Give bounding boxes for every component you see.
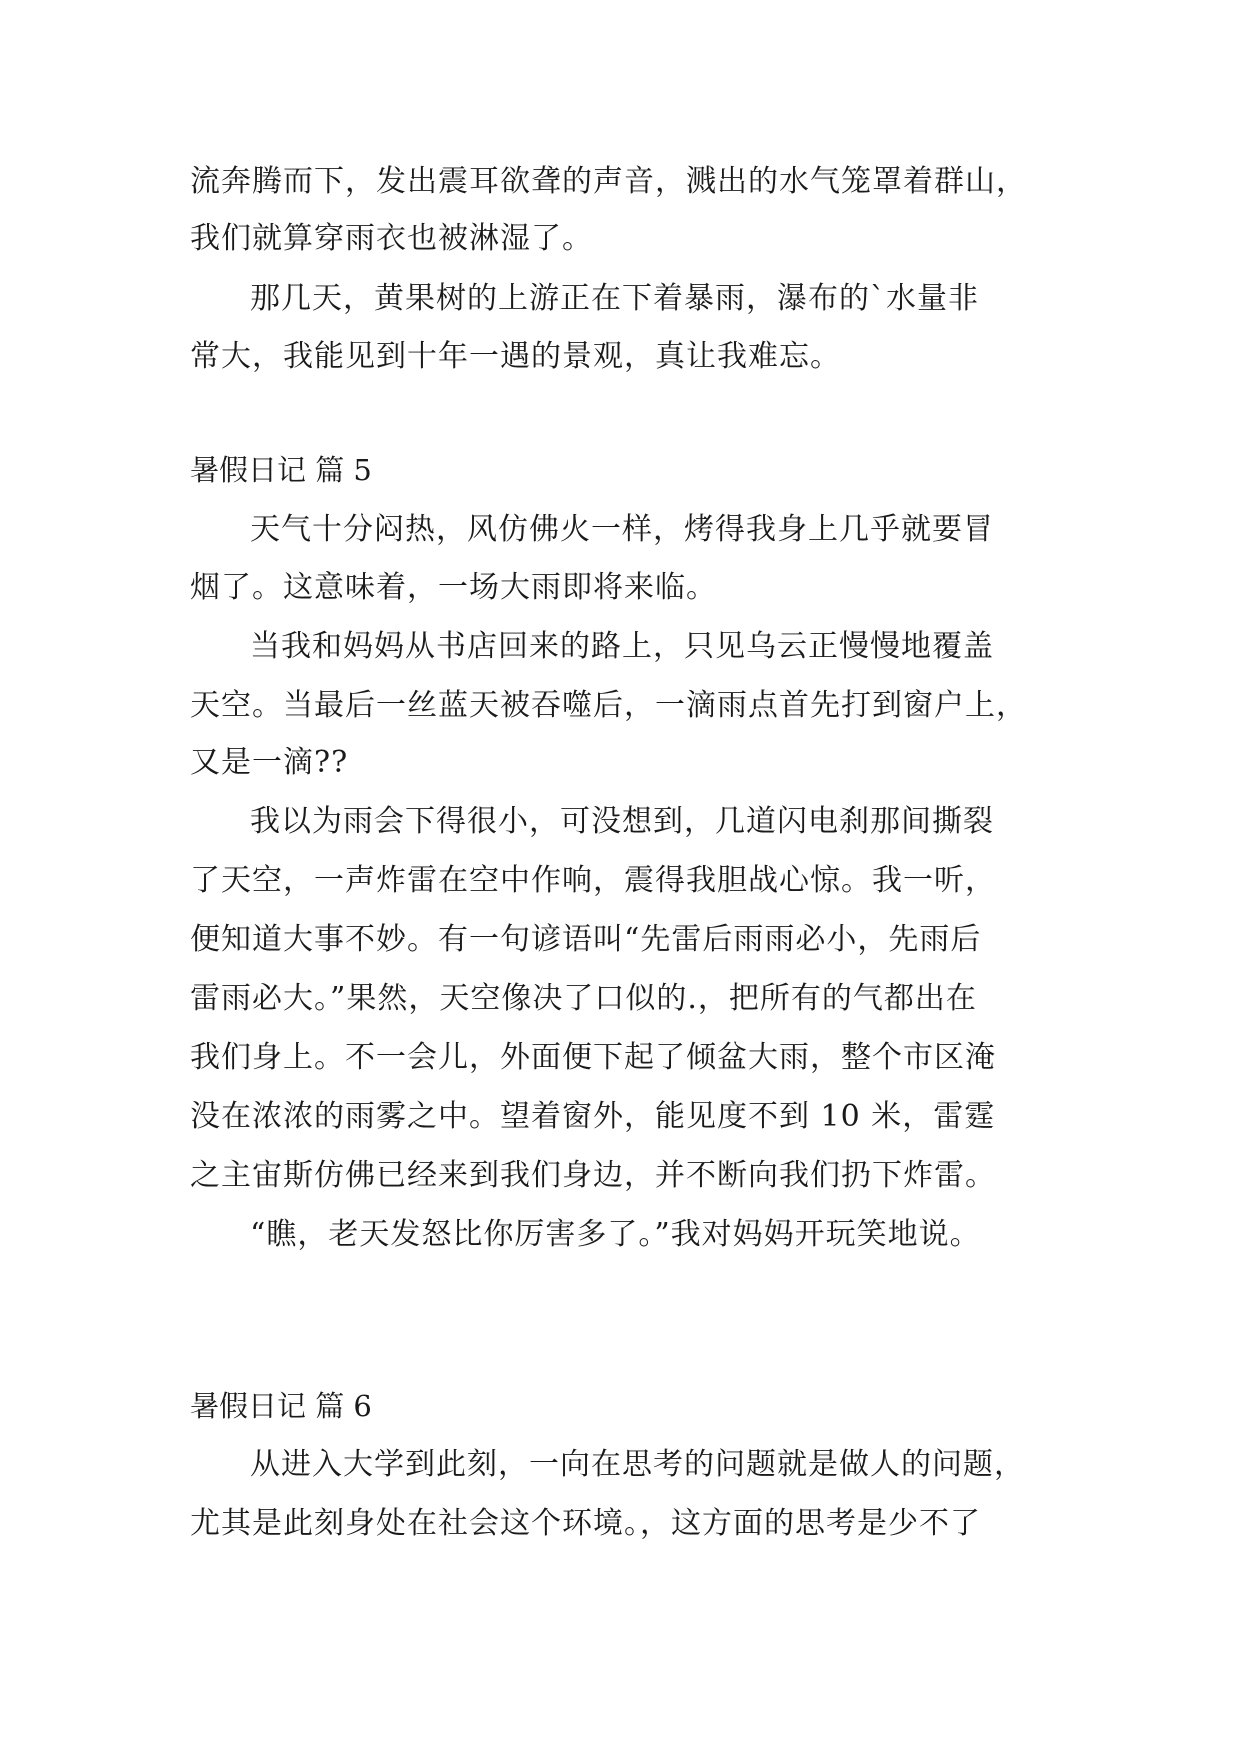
text-line: 流奔腾而下，发出震耳欲聋的声音，溅出的水气笼罩着群山， [190, 164, 1027, 199]
text-line: 雷雨必大。”果然，天空像决了口似的.，把所有的气都出在 [190, 981, 977, 1016]
text-line: 了天空，一声炸雷在空中作响，震得我胆战心惊。我一听， [190, 863, 996, 898]
text-line: 又是一滴?? [190, 745, 349, 780]
text-line: 我们身上。不一会儿，外面便下起了倾盆大雨，整个市区淹 [190, 1040, 996, 1075]
text-line: 我以为雨会下得很小，可没想到，几道闪电刹那间撕裂 [250, 804, 994, 839]
text-line: 之主宙斯仿佛已经来到我们身边，并不断向我们扔下炸雷。 [190, 1158, 996, 1193]
text-line: 便知道大事不妙。有一句谚语叫“先雷后雨雨必小，先雨后 [190, 922, 982, 957]
entry-heading: 暑假日记 篇 5 [190, 453, 372, 487]
text-line: “瞧，老天发怒比你厉害多了。”我对妈妈开玩笑地说。 [250, 1217, 981, 1252]
text-line: 尤其是此刻身处在社会这个环境。，这方面的思考是少不了 [190, 1506, 981, 1541]
text-line: 当我和妈妈从书店回来的路上，只见乌云正慢慢地覆盖 [250, 629, 994, 664]
text-line: 我们就算穿雨衣也被淋湿了。 [190, 221, 593, 256]
text-line: 没在浓浓的雨雾之中。望着窗外，能见度不到 10 米，雷霆 [190, 1099, 996, 1134]
text-line: 天空。当最后一丝蓝天被吞噬后，一滴雨点首先打到窗户上， [190, 688, 1027, 723]
text-line: 常大，我能见到十年一遇的景观，真让我难忘。 [190, 339, 841, 374]
text-line: 从进入大学到此刻，一向在思考的问题就是做人的问题， [250, 1447, 1025, 1482]
entry-heading: 暑假日记 篇 6 [190, 1389, 372, 1423]
text-line: 烟了。这意味着，一场大雨即将来临。 [190, 570, 717, 605]
text-line: 天气十分闷热，风仿佛火一样，烤得我身上几乎就要冒 [250, 512, 994, 547]
text-line: 那几天，黄果树的上游正在下着暴雨，瀑布的`水量非 [250, 281, 979, 316]
